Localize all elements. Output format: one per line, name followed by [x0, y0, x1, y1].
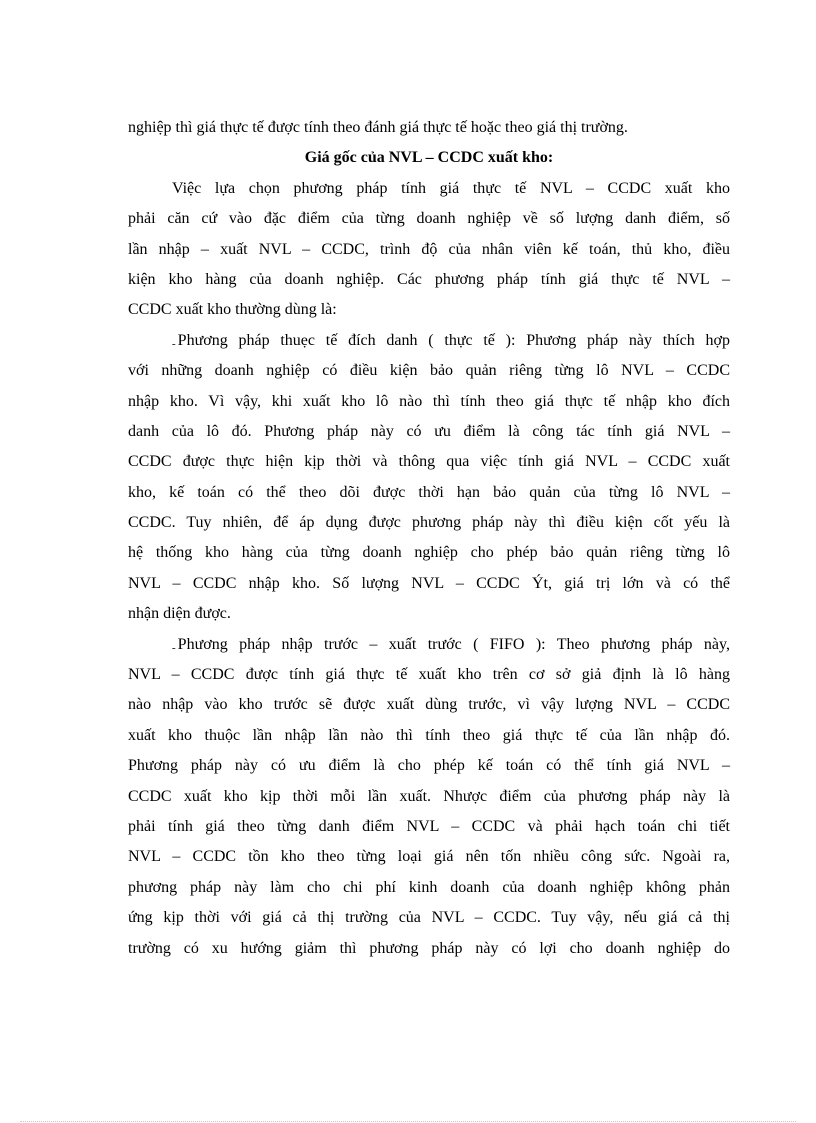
text-line: CCDC xuất kho thường dùng là: — [128, 301, 337, 319]
text-line: xuất kho thuộc lần nhập lần nào thì tính theo giá thực tế của lần nhập đó. — [128, 726, 730, 744]
text-line: Phương pháp thuẹc tế đích danh ( thực tế ): Phương pháp này thích hợp — [177, 331, 730, 349]
text-line: ứng kịp thời với giá cả thị trường của NVL – CCDC. Tuy vậy, nếu giá cả thị — [128, 909, 730, 927]
text-line: kiện kho hàng của doanh nghiệp. Các phương pháp tính giá thực tế NVL – — [128, 270, 730, 288]
text-line: NVL – CCDC được tính giá thực tế xuất kho trên cơ sở giả định là lô hàng — [128, 666, 730, 684]
text-line: lần nhập – xuất NVL – CCDC, trình độ của nhân viên kế toán, thủ kho, điều — [128, 240, 730, 258]
text-line: phương pháp này làm cho chi phí kinh doanh của doanh nghiệp không phản — [128, 878, 730, 896]
text-line: Việc lựa chọn phương pháp tính giá thực tế NVL – CCDC xuất kho — [172, 179, 730, 197]
text-line: NVL – CCDC nhập kho. Số lượng NVL – CCDC Ýt, giá trị lớn và có thể — [128, 574, 730, 592]
text-line: CCDC. Tuy nhiên, để áp dụng được phương pháp này thì điều kiện cốt yếu là — [128, 514, 730, 532]
text-line: CCDC được thực hiện kịp thời và thông qua việc tính giá NVL – CCDC xuất — [128, 453, 730, 471]
bullet-line — [128, 630, 730, 660]
text-line: CCDC xuất kho kịp thời mỗi lần xuất. Nhược điểm của phương pháp này là — [128, 787, 730, 805]
text-line: nào nhập vào kho trước sẽ được xuất dùng trước, vì vậy lượng NVL – CCDC — [128, 696, 730, 714]
text-line: Phương pháp này có ưu điểm là cho phép kế toán có thể tính giá NVL – — [128, 757, 730, 775]
text-line: với những doanh nghiệp có điều kiện bảo quản riêng từng lô NVL – CCDC — [128, 362, 730, 380]
text-line: Phương pháp nhập trước – xuất trước ( FIFO ): Theo phương pháp này, — [177, 635, 730, 653]
text-line: kho, kế toán có thể theo dõi được thời hạn bảo quản của từng lô NVL – — [128, 483, 730, 501]
body-text — [128, 113, 730, 964]
text-line: hệ thống kho hàng của từng doanh nghiệp cho phép bảo quản riêng từng lô — [128, 544, 730, 562]
page-bottom-rule — [20, 1121, 796, 1122]
text-line: NVL – CCDC tồn kho theo từng loại giá nên tốn nhiều công sức. Ngoài ra, — [128, 848, 730, 866]
text-line: danh của lô đó. Phương pháp này có ưu điểm là công tác tính giá NVL – — [128, 422, 730, 440]
bullet-dash: - — [172, 337, 176, 350]
bullet-line — [128, 326, 730, 356]
section-heading: Giá gốc của NVL – CCDC xuất kho: — [304, 149, 554, 167]
text-line: phải tính giá theo từng danh điểm NVL – CCDC và phải hạch toán chi tiết — [128, 817, 730, 835]
text-line: nghiệp thì giá thực tế được tính theo đánh giá thực tế hoặc theo giá thị trường. — [128, 119, 628, 136]
text-line: phải căn cứ vào đặc điểm của từng doanh nghiệp về số lượng danh điểm, số — [128, 210, 730, 228]
bullet-dash: - — [172, 641, 176, 654]
text-line: trường có xu hướng giảm thì phương pháp này có lợi cho doanh nghiệp do — [128, 939, 730, 957]
text-line: nhập kho. Vì vậy, khi xuất kho lô nào thì tính theo giá thực tế nhập kho đích — [128, 392, 730, 410]
text-line: nhận diện được. — [128, 605, 231, 623]
